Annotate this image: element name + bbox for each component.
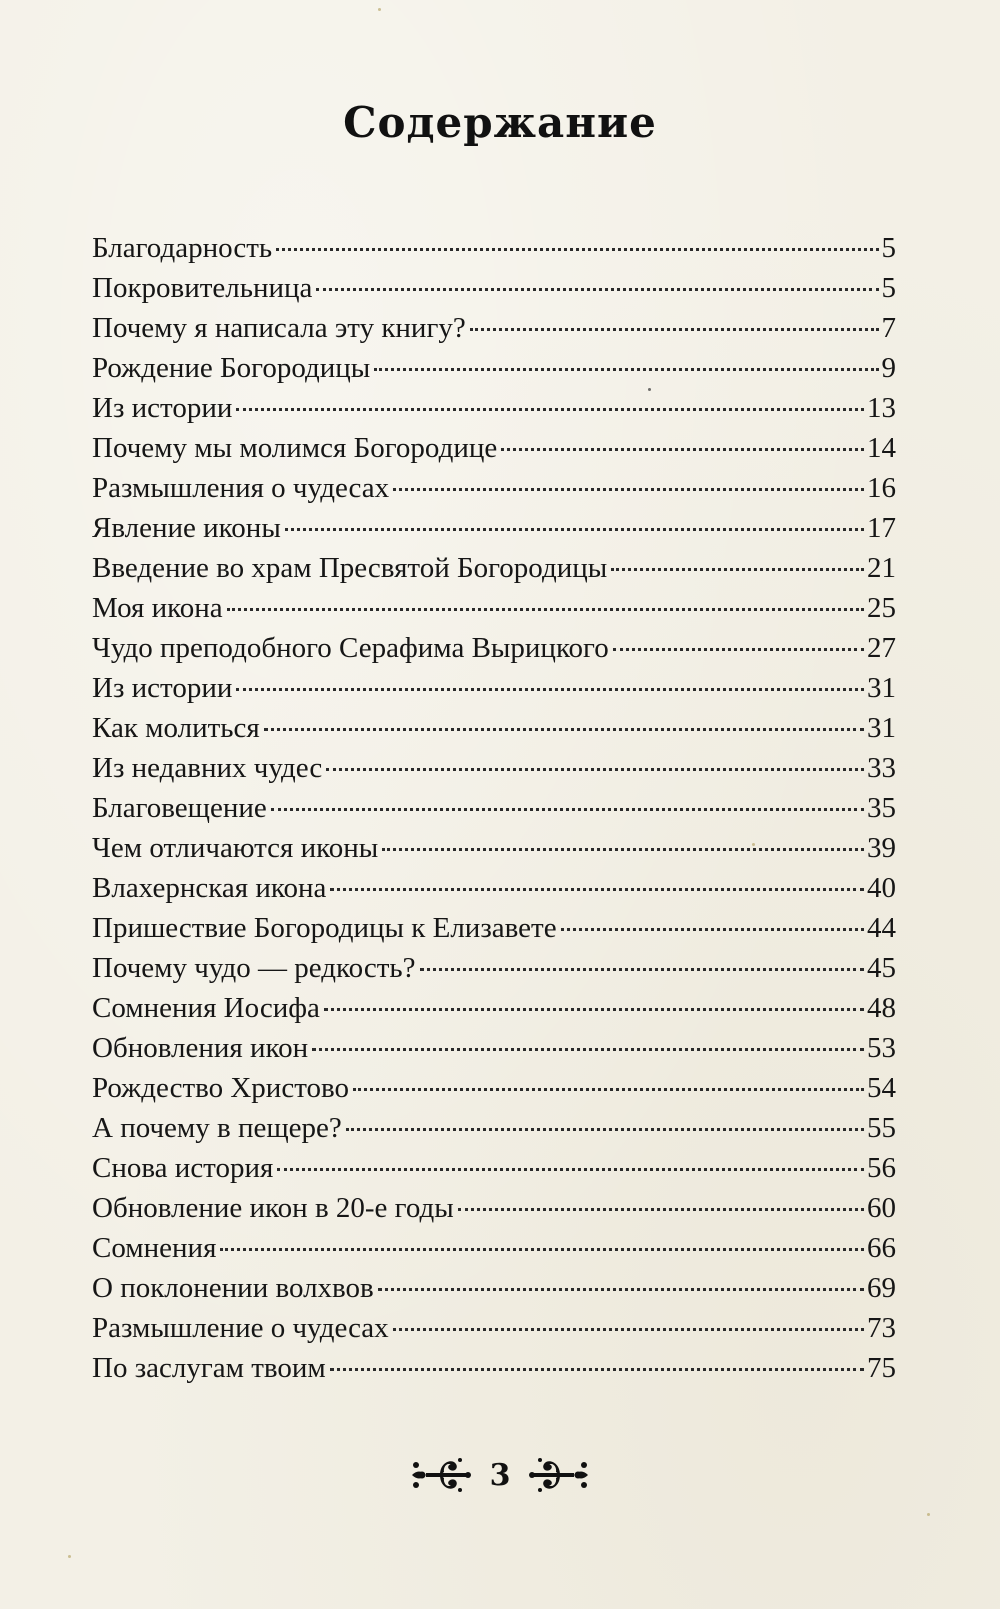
toc-entry-page: 31 — [867, 672, 896, 704]
toc-dot-leader — [613, 648, 864, 651]
toc-entry-title: Из недавних чудес — [92, 752, 323, 784]
toc-entry — [92, 1148, 896, 1188]
toc-entry — [92, 1348, 896, 1388]
toc-entry — [92, 1228, 896, 1268]
toc-dot-leader — [330, 888, 864, 891]
toc-dot-leader — [346, 1128, 864, 1131]
toc-entry-title: Моя икона — [92, 592, 223, 624]
toc-dot-leader — [382, 848, 864, 851]
toc-entry-page: 69 — [867, 1272, 896, 1304]
toc-entry — [92, 348, 896, 388]
toc-entry — [92, 468, 896, 508]
toc-entry-title: Почему мы молимся Богородице — [92, 432, 498, 464]
toc-entry-title: Обновление икон в 20-е годы — [92, 1192, 454, 1224]
toc-entry — [92, 428, 896, 468]
toc-entry — [92, 1068, 896, 1108]
toc-dot-leader — [561, 928, 864, 931]
toc-dot-leader — [611, 568, 864, 571]
toc-entry-title: Влахернская икона — [92, 872, 327, 904]
paper-speck — [68, 1555, 71, 1558]
floral-ornament-left-icon — [410, 1454, 472, 1496]
toc-entry-title: Из истории — [92, 392, 233, 424]
toc-dot-leader — [501, 448, 864, 451]
toc-entry-page: 39 — [867, 832, 896, 864]
toc-entry-page: 17 — [867, 512, 896, 544]
toc-entry-page: 48 — [867, 992, 896, 1024]
toc-entry-title: Введение во храм Пресвятой Богородицы — [92, 552, 608, 584]
toc-entry — [92, 948, 896, 988]
toc-entry-page: 33 — [867, 752, 896, 784]
toc-entry — [92, 268, 896, 308]
toc-entry — [92, 668, 896, 708]
toc-dot-leader — [264, 728, 864, 731]
toc-entry-page: 66 — [867, 1232, 896, 1264]
toc-entry-title: Благовещение — [92, 792, 267, 824]
toc-entry-page: 13 — [867, 392, 896, 424]
toc-dot-leader — [271, 808, 864, 811]
toc-dot-leader — [220, 1248, 864, 1251]
toc-entry-title: Почему я написала эту книгу? — [92, 312, 466, 344]
toc-dot-leader — [312, 1048, 864, 1051]
toc-entry — [92, 748, 896, 788]
toc-dot-leader — [393, 488, 864, 491]
toc-entry-page: 53 — [867, 1032, 896, 1064]
toc-entry-page: 21 — [867, 552, 896, 584]
toc-entry-page: 7 — [881, 312, 896, 344]
toc-dot-leader — [458, 1208, 864, 1211]
toc-dot-leader — [378, 1288, 864, 1291]
toc-entry-title: Снова история — [92, 1152, 274, 1184]
toc-entry — [92, 1308, 896, 1348]
toc-entry — [92, 388, 896, 428]
toc-entry-page: 5 — [881, 272, 896, 304]
toc-entry — [92, 628, 896, 668]
toc-dot-leader — [330, 1368, 864, 1371]
toc-entry-title: Почему чудо — редкость? — [92, 952, 416, 984]
toc-entry-title: Рождество Христово — [92, 1072, 349, 1104]
toc-entry-page: 44 — [867, 912, 896, 944]
toc-entry-title: Как молиться — [92, 712, 260, 744]
toc-entry-title: О поклонении волхвов — [92, 1272, 374, 1304]
toc-dot-leader — [316, 288, 878, 291]
toc-entry-page: 14 — [867, 432, 896, 464]
toc-dot-leader — [353, 1088, 864, 1091]
toc-dot-leader — [276, 248, 878, 251]
toc-entry-title: Размышление о чудесах — [92, 1312, 389, 1344]
toc-entry-title: Пришествие Богородицы к Елизавете — [92, 912, 557, 944]
toc-dot-leader — [470, 328, 879, 331]
toc-entry — [92, 988, 896, 1028]
toc-entry-title: Покровительница — [92, 272, 313, 304]
toc-entry-title: Размышления о чудесах — [92, 472, 390, 504]
toc-entry-title: Чем отличаются иконы — [92, 832, 379, 864]
toc-entry-page: 9 — [881, 352, 896, 384]
toc-entry-page: 40 — [867, 872, 896, 904]
toc-entry-page: 27 — [867, 632, 896, 664]
toc-entry-page: 25 — [867, 592, 896, 624]
paper-speck — [378, 8, 381, 11]
paper-speck — [648, 388, 651, 391]
toc-entry-page: 73 — [867, 1312, 896, 1344]
toc-entry — [92, 1028, 896, 1068]
paper-speck — [752, 843, 755, 846]
toc-entry-title: Сомнения Иосифа — [92, 992, 320, 1024]
toc-entry-page: 55 — [867, 1112, 896, 1144]
page-title: Содержание — [343, 98, 657, 147]
toc-dot-leader — [420, 968, 865, 971]
toc-entry — [92, 308, 896, 348]
toc-entry-page: 16 — [867, 472, 896, 504]
toc-dot-leader — [277, 1168, 864, 1171]
paper-speck — [927, 1513, 930, 1516]
toc-entry-title: Явление иконы — [92, 512, 281, 544]
toc-entry-page: 35 — [867, 792, 896, 824]
toc-entry-title: Рождение Богородицы — [92, 352, 371, 384]
toc-entry — [92, 828, 896, 868]
page-footer — [0, 1454, 1000, 1496]
toc-entry-title: А почему в пещере? — [92, 1112, 342, 1144]
toc-dot-leader — [285, 528, 864, 531]
toc-entry-page: 5 — [881, 232, 896, 264]
toc-entry-page: 31 — [867, 712, 896, 744]
toc-entry-title: Чудо преподобного Серафима Вырицкого — [92, 632, 609, 664]
toc-entry — [92, 1108, 896, 1148]
toc-dot-leader — [326, 768, 864, 771]
page-number: 3 — [489, 1457, 511, 1493]
toc-entry-title: Из истории — [92, 672, 233, 704]
toc-dot-leader — [324, 1008, 864, 1011]
toc-entry — [92, 228, 896, 268]
toc-entry — [92, 908, 896, 948]
toc-entry — [92, 708, 896, 748]
toc-entry — [92, 548, 896, 588]
toc-entry-title: По заслугам твоим — [92, 1352, 326, 1384]
toc-entry-page: 75 — [867, 1352, 896, 1384]
toc-entry — [92, 1268, 896, 1308]
table-of-contents — [92, 228, 896, 1388]
floral-ornament-right-icon — [528, 1454, 590, 1496]
toc-dot-leader — [393, 1328, 864, 1331]
toc-entry — [92, 508, 896, 548]
toc-entry — [92, 588, 896, 628]
toc-entry-title: Благодарность — [92, 232, 273, 264]
toc-dot-leader — [374, 368, 878, 371]
toc-entry-page: 54 — [867, 1072, 896, 1104]
toc-entry — [92, 788, 896, 828]
toc-entry-page: 56 — [867, 1152, 896, 1184]
toc-entry-page: 45 — [867, 952, 896, 984]
toc-dot-leader — [227, 608, 864, 611]
toc-entry — [92, 868, 896, 908]
toc-entry — [92, 1188, 896, 1228]
toc-entry-title: Обновления икон — [92, 1032, 309, 1064]
toc-dot-leader — [236, 408, 864, 411]
toc-entry-page: 60 — [867, 1192, 896, 1224]
toc-dot-leader — [236, 688, 864, 691]
toc-entry-title: Сомнения — [92, 1232, 217, 1264]
